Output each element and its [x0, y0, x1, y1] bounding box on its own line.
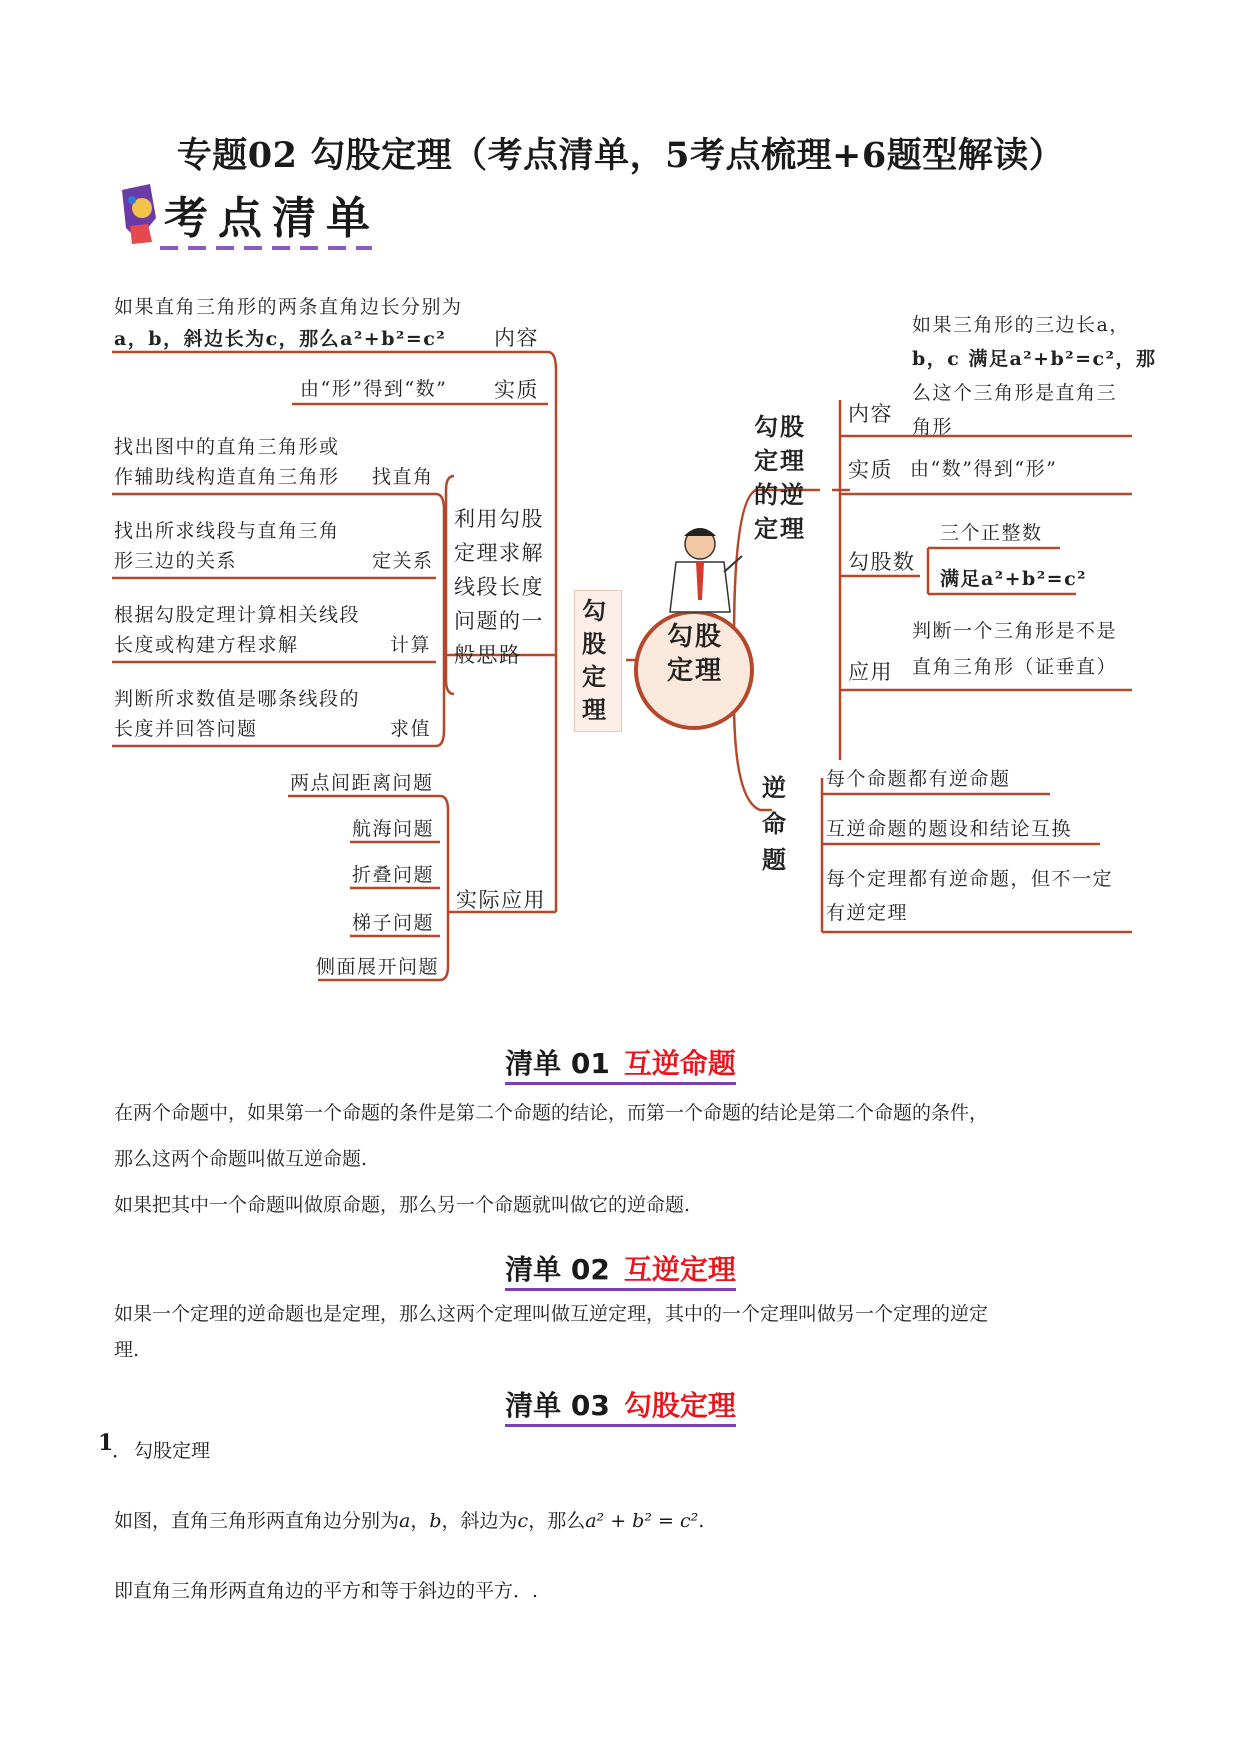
converse-title-line: 勾股	[754, 412, 806, 441]
left-content-label: 内容	[494, 326, 539, 350]
text-segment: .	[698, 1510, 705, 1532]
section-01-body	[114, 1090, 1134, 1228]
left-trunk-label: 勾股定理	[582, 596, 608, 724]
app-item: 航海问题	[352, 818, 435, 840]
step-1-line1: 找出图中的直角三角形或	[114, 436, 340, 458]
section-label: 清单 02	[505, 1253, 610, 1286]
converse-title-line: 的逆	[754, 480, 806, 509]
method-title-line: 定理求解	[454, 541, 544, 565]
method-title-line: 问题的一	[454, 609, 544, 633]
section-label: 清单 03	[505, 1389, 610, 1422]
section-title: 勾股定理	[623, 1389, 736, 1422]
text-segment: ，那么	[528, 1510, 586, 1532]
badge-text: 考点清单	[164, 193, 380, 244]
section-02-body	[114, 1296, 1134, 1368]
use-label: 应用	[848, 660, 893, 684]
converse-title-line: 定理	[754, 514, 806, 543]
item1-line2: 即直角三角形两直角边的平方和等于斜边的平方．.	[114, 1580, 539, 1602]
right-content-line: b，c 满足a²+b²=c²，那	[912, 348, 1157, 370]
step-4-line2: 长度并回答问题	[114, 718, 258, 740]
triple-line2: 满足a²+b²=c²	[940, 568, 1087, 590]
var-c: c	[517, 1510, 529, 1532]
text-segment: ，	[410, 1510, 430, 1532]
app-item: 折叠问题	[352, 864, 435, 886]
left-content-line2: a，b，斜边长为c，那么a²+b²=c²	[114, 328, 447, 350]
step-1-label: 找直角	[372, 466, 434, 488]
step-2-label: 定关系	[372, 550, 434, 572]
section-heading-underline	[505, 1253, 736, 1291]
paragraph: 理.	[114, 1339, 140, 1361]
step-3-line2: 长度或构建方程求解	[114, 634, 299, 656]
section-title: 互逆定理	[623, 1253, 736, 1286]
method-title	[454, 502, 544, 672]
inverse-item-2: 互逆命题的题设和结论互换	[826, 818, 1073, 840]
app-item: 梯子问题	[352, 912, 435, 934]
item1-dot: ．	[112, 1438, 132, 1462]
step-2-line2: 形三边的关系	[114, 550, 238, 572]
inverse-item-3b: 有逆定理	[826, 902, 909, 924]
right-essence-label: 实质	[848, 458, 893, 482]
use-line2: 直角三角形（证垂直）	[912, 656, 1118, 678]
section-heading-underline	[505, 1047, 736, 1085]
item1-formula-line	[114, 1506, 704, 1533]
right-content-line: 角形	[912, 416, 954, 438]
inverse-title	[762, 770, 788, 878]
app-item: 两点间距离问题	[290, 772, 434, 794]
center-text: 勾股定理	[666, 622, 723, 686]
paragraph: 在两个命题中，如果第一个命题的条件是第二个命题的结论，而第一个命题的结论是第二个命题的条件，	[114, 1102, 989, 1124]
step-4-label: 求值	[390, 718, 432, 740]
app-item: 侧面展开问题	[316, 956, 440, 978]
paragraph: 如果把其中一个命题叫做原命题，那么另一个命题就叫做它的逆命题.	[114, 1194, 691, 1216]
step-3-label: 计算	[390, 634, 432, 656]
method-title-line: 般思路	[454, 643, 522, 667]
item1-number: 1	[98, 1430, 114, 1456]
section-02-heading	[0, 1248, 1241, 1288]
right-content-text	[912, 308, 1156, 444]
pythagorean-formula: a² + b² = c²	[585, 1510, 699, 1532]
method-title-line: 线段长度	[454, 575, 544, 599]
center-label	[660, 620, 730, 688]
section-title: 互逆命题	[623, 1047, 736, 1080]
left-essence-label: 实质	[494, 378, 539, 402]
teacher-icon	[670, 528, 742, 612]
left-content-line1: 如果直角三角形的两条直角边长分别为	[114, 296, 463, 318]
triple-line1: 三个正整数	[940, 522, 1043, 544]
inverse-item-3a: 每个定理都有逆命题，但不一定	[826, 868, 1114, 890]
use-line1: 判断一个三角形是不是	[912, 620, 1118, 642]
section-label: 清单 01	[505, 1047, 610, 1080]
page-title: 专题02 勾股定理（考点清单，5考点梳理+6题型解读）	[176, 135, 1065, 176]
section-03-heading	[0, 1384, 1241, 1424]
paragraph: 如果一个定理的逆命题也是定理，那么这两个定理叫做互逆定理，其中的一个定理叫做另一个定理的逆定	[114, 1303, 989, 1325]
step-3-line1: 根据勾股定理计算相关线段	[114, 604, 361, 626]
inverse-title-line: 题	[762, 845, 788, 874]
converse-title	[754, 410, 806, 546]
method-title-line: 利用勾股	[454, 507, 544, 531]
left-essence-text: 由“形”得到“数”	[300, 378, 448, 400]
var-b: b	[429, 1510, 442, 1532]
right-content-line: 么这个三角形是直角三	[912, 382, 1118, 404]
right-content-label: 内容	[848, 402, 893, 426]
paragraph: 那么这两个命题叫做互逆命题.	[114, 1148, 368, 1170]
var-a: a	[399, 1510, 411, 1532]
text-segment: 如图，直角三角形两直角边分别为	[114, 1510, 400, 1532]
converse-title-line: 定理	[754, 446, 806, 475]
text-segment: ，斜边为	[441, 1510, 518, 1532]
step-2-line1: 找出所求线段与直角三角	[114, 520, 340, 542]
item1-heading: 勾股定理	[134, 1440, 211, 1462]
section-01-heading	[0, 1042, 1241, 1082]
step-4-line1: 判断所求数值是哪条线段的	[114, 688, 361, 710]
triple-label: 勾股数	[848, 550, 916, 574]
section-heading-underline	[505, 1389, 736, 1427]
apps-label: 实际应用	[456, 888, 546, 912]
inverse-item-1: 每个命题都有逆命题	[826, 768, 1011, 790]
inverse-title-line: 命	[762, 809, 788, 838]
right-content-line: 如果三角形的三边长a，	[912, 314, 1130, 336]
inverse-title-line: 逆	[762, 773, 788, 802]
right-essence-text: 由“数”得到“形”	[910, 458, 1058, 480]
step-1-line2: 作辅助线构造直角三角形	[114, 466, 340, 488]
